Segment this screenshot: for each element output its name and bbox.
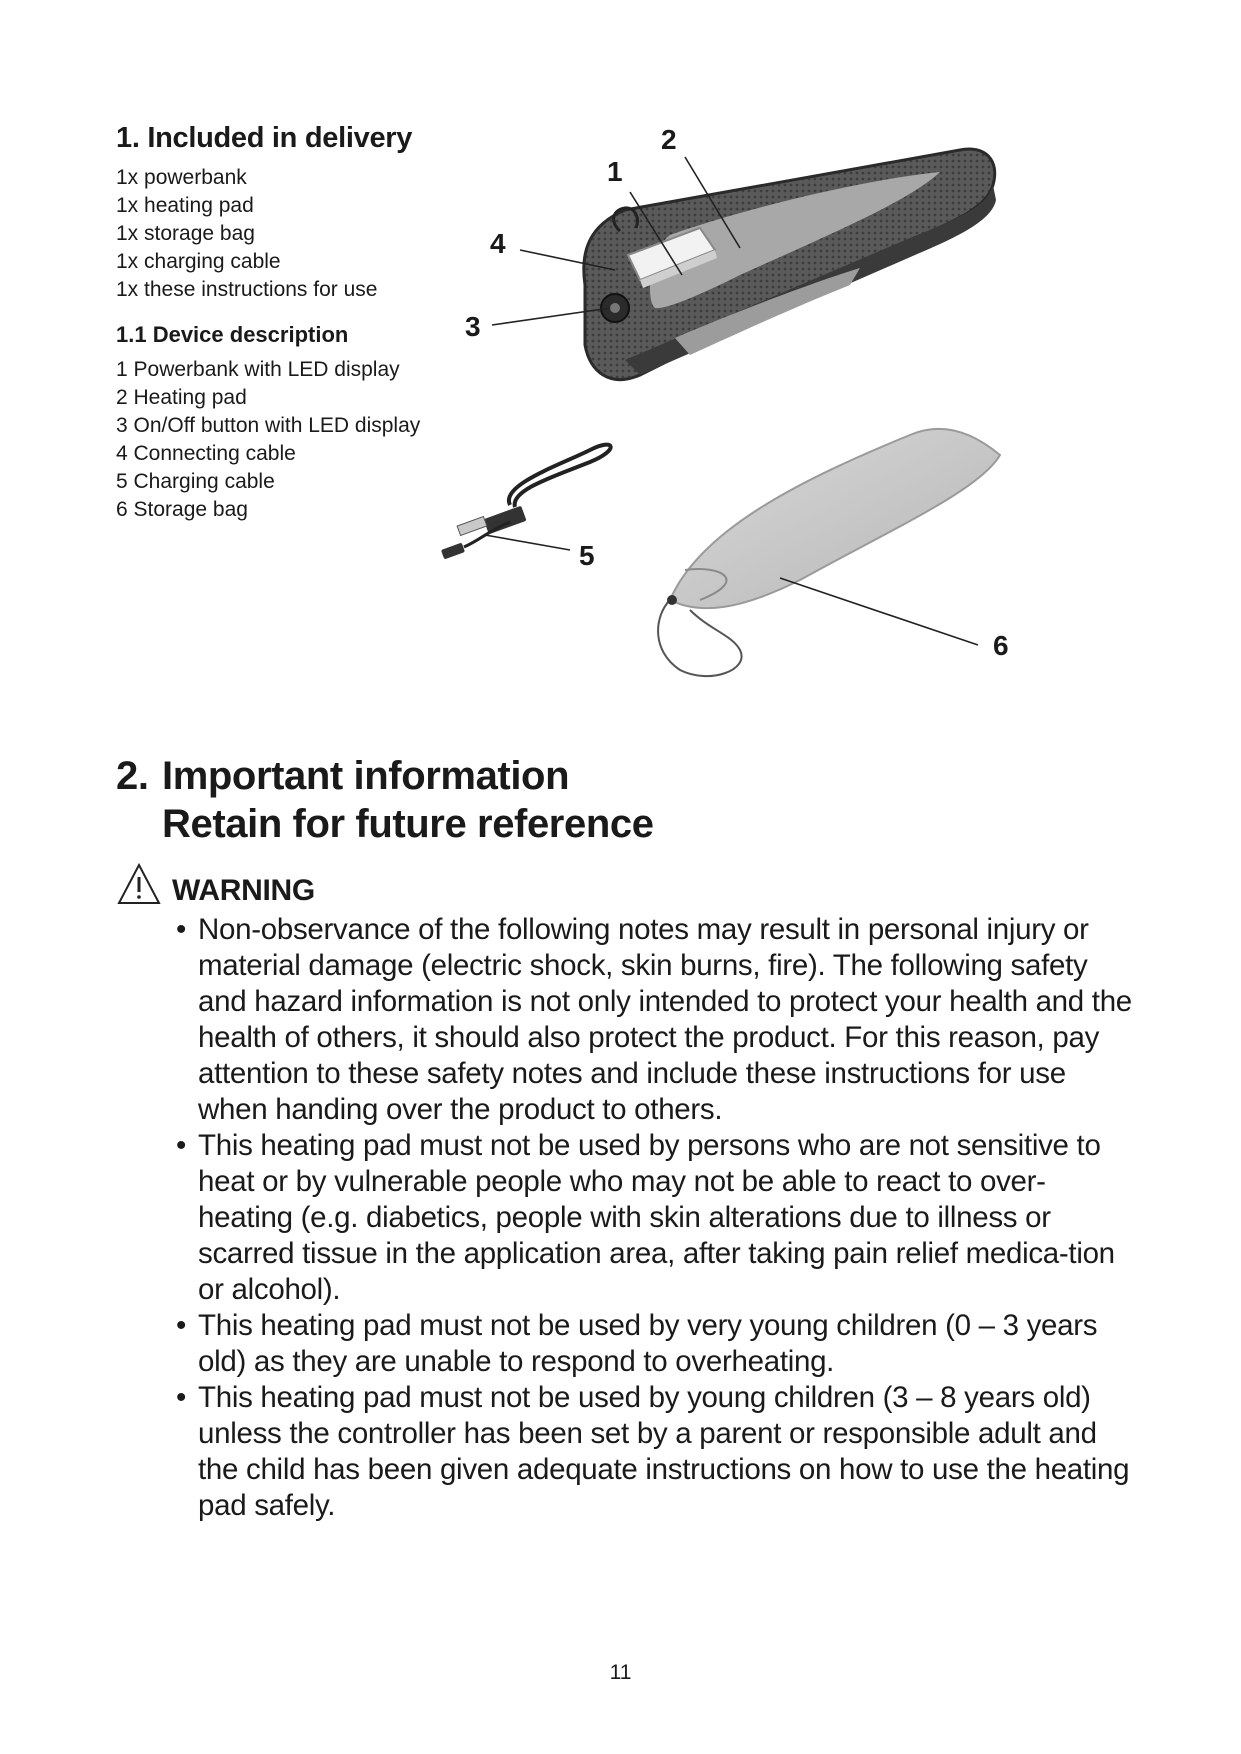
device-description-list	[116, 356, 420, 524]
bullet-text: This heating pad must not be used by very young children (0 – 3 years old) as they are unable to respond to overheating.	[198, 1309, 1098, 1378]
list-item: 5 Charging cable	[116, 470, 275, 493]
list-item: 1x heating pad	[116, 194, 254, 217]
page-number: 11	[609, 1661, 632, 1684]
warning-header	[116, 858, 315, 906]
bullet-text: This heating pad must not be used by persons who are not sensitive to heat or by vulnerable people who may not be able to react to over-heating (e.g. diabetics, people with skin alterations due to illness or scarred tissue in the application area, after taking pain relief medica-tion or alcohol).	[198, 1129, 1115, 1306]
callout-6: 6	[993, 630, 1009, 661]
product-illustration	[440, 110, 1080, 700]
list-item: 1x these instructions for use	[116, 278, 378, 301]
section-2-title	[116, 752, 654, 848]
list-item: • Non-observance of the following notes may result in personal injury or material damage (electric shock, skin burns, fire). The following safety and hazard information is not only intended to protect your health and the health of others, it should also protect the product. For this reason, pay attention to these safety notes and include these instructions for use when handing over the product to others.	[176, 913, 1132, 1126]
storage-bag-image	[658, 429, 1000, 676]
section-1-title: 1. Included in delivery	[116, 122, 413, 154]
callout-2: 2	[661, 124, 677, 155]
warning-triangle-icon	[116, 862, 162, 906]
list-item: 6 Storage bag	[116, 498, 248, 521]
list-item: 2 Heating pad	[116, 386, 247, 409]
list-item: 1x storage bag	[116, 222, 255, 245]
bullet-text: Non-observance of the following notes may result in personal injury or material damage (electric shock, skin burns, fire). The following safety and hazard information is not only intended to protect your health and the health of others, it should also protect the product. For this reason, pay attention to these safety notes and include these instructions for use when handing over the product to others.	[198, 913, 1132, 1126]
list-item: • This heating pad must not be used by young children (3 – 8 years old) unless the controller has been set by a parent or responsible adult and the child has been given adequate instructions on how to use the heating pad safely.	[176, 1381, 1130, 1522]
bullet-text: This heating pad must not be used by young children (3 – 8 years old) unless the controller has been set by a parent or responsible adult and the child has been given adequate instructions on how to use the heating pad safely.	[198, 1381, 1130, 1522]
delivery-list	[116, 164, 377, 304]
list-item: 4 Connecting cable	[116, 442, 296, 465]
list-item: • This heating pad must not be used by very young children (0 – 3 years old) as they are unable to respond to overheating.	[176, 1309, 1098, 1378]
section-number: 2.	[116, 754, 149, 798]
warning-bullets	[176, 912, 1136, 1524]
list-item: • This heating pad must not be used by persons who are not sensitive to heat or by vulnerable people who may not be able to react to over-heating (e.g. diabetics, people with skin alterations due to illness or scarred tissue in the application area, after taking pain relief medica-tion or alcohol).	[176, 1129, 1115, 1306]
list-item: 3 On/Off button with LED display	[116, 414, 421, 437]
callout-1: 1	[607, 156, 623, 187]
list-item: 1x charging cable	[116, 250, 281, 273]
title-line-2: Retain for future reference	[162, 802, 654, 846]
title-line-1: Important information	[162, 754, 570, 798]
callout-5: 5	[579, 540, 595, 571]
list-item: 1 Powerbank with LED display	[116, 358, 400, 381]
warning-label: WARNING	[172, 874, 315, 907]
section-1-1-title: 1.1 Device description	[116, 322, 349, 347]
callout-3: 3	[465, 311, 481, 342]
callout-4: 4	[490, 228, 506, 259]
list-item: 1x powerbank	[116, 166, 247, 189]
